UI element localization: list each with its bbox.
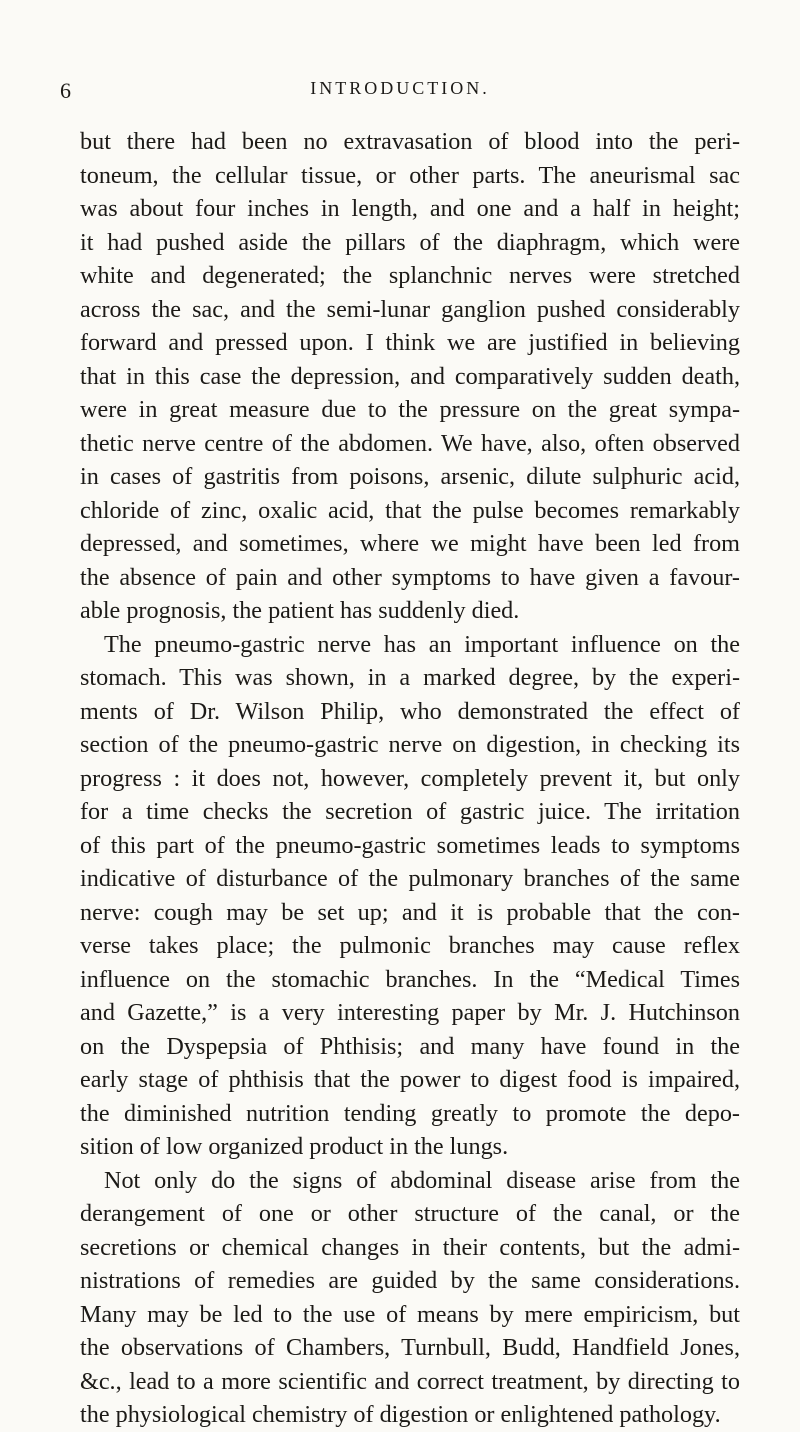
text-line: nistrations of remedies are guided by the same considerations. [80,1267,740,1294]
text-line: it had pushed aside the pillars of the diaphragm, which were [80,228,740,256]
text-line: derangement of one or other structure of the canal, or the [80,1200,740,1227]
page-number: 6 [60,78,72,103]
paragraph [80,628,740,1164]
text-line: and Gazette,” is a very interesting paper by Mr. J. Hutchinson [80,999,740,1026]
text-line: &c., lead to a more scientific and correct treatment, by directing to [80,1367,740,1395]
text-line: in cases of gastritis from poisons, arsenic, dilute sulphuric acid, [80,463,740,490]
text-line: toneum, the cellular tissue, or other parts. The aneurismal sac [80,161,740,189]
text-line: of this part of the pneumo-gastric sometimes leads to symptoms [80,831,740,859]
text-line: influence on the stomachic branches. In the “Medical Times [80,965,740,993]
body-text [80,125,740,1432]
text-line: chloride of zinc, oxalic acid, that the pulse becomes remarkably [80,496,740,524]
text-line: ments of Dr. Wilson Philip, who demonstrated the effect of [80,697,740,725]
text-line: verse takes place; the pulmonic branches may cause reflex [80,932,740,959]
text-line: across the sac, and the semi-lunar ganglion pushed considerably [80,295,740,323]
text-line: the diminished nutrition tending greatly to promote the depo- [80,1099,740,1127]
text-line: was about four inches in length, and one and a half in height; [80,195,740,222]
paragraph [80,125,740,628]
text-line: Not only do the signs of abdominal disease arise from the [104,1166,740,1194]
text-line: able prognosis, the patient has suddenly died. [80,597,520,624]
text-line: early stage of phthisis that the power to digest food is impaired, [80,1066,740,1093]
text-line: the observations of Chambers, Turnbull, Budd, Handfield Jones, [80,1334,740,1361]
text-line: the absence of pain and other symptoms to have given a favour- [80,563,740,591]
paragraph [80,1164,740,1432]
text-line: progress : it does not, however, completely prevent it, but only [80,764,740,792]
page-header [60,78,740,108]
text-line: nerve: cough may be set up; and it is probable that the con- [80,898,740,926]
text-line: thetic nerve centre of the abdomen. We have, also, often observed [80,429,740,457]
text-line: forward and pressed upon. I think we are justified in believing [80,329,740,356]
text-line: sition of low organized product in the lungs. [80,1133,509,1160]
running-head: INTRODUCTION. [310,78,490,98]
text-line: indicative of disturbance of the pulmonary branches of the same [80,865,740,892]
text-line: depressed, and sometimes, where we might have been led from [80,530,740,557]
text-line: were in great measure due to the pressure on the great sympa- [80,396,740,423]
text-line: secretions or chemical changes in their contents, but the admi- [80,1233,740,1261]
text-line: The pneumo-gastric nerve has an important influence on the [104,630,740,658]
text-line: that in this case the depression, and comparatively sudden death, [80,362,740,390]
text-line: the physiological chemistry of digestion or enlightened pathology. [80,1401,721,1428]
text-line: section of the pneumo-gastric nerve on digestion, in checking its [80,731,740,758]
text-line: but there had been no extravasation of blood into the peri- [80,128,740,155]
text-line: on the Dyspepsia of Phthisis; and many have found in the [80,1032,740,1060]
text-line: stomach. This was shown, in a marked degree, by the experi- [80,664,740,691]
text-line: Many may be led to the use of means by mere empiricism, but [80,1300,740,1328]
text-line: for a time checks the secretion of gastric juice. The irritation [80,798,740,825]
text-line: white and degenerated; the splanchnic nerves were stretched [80,262,740,289]
